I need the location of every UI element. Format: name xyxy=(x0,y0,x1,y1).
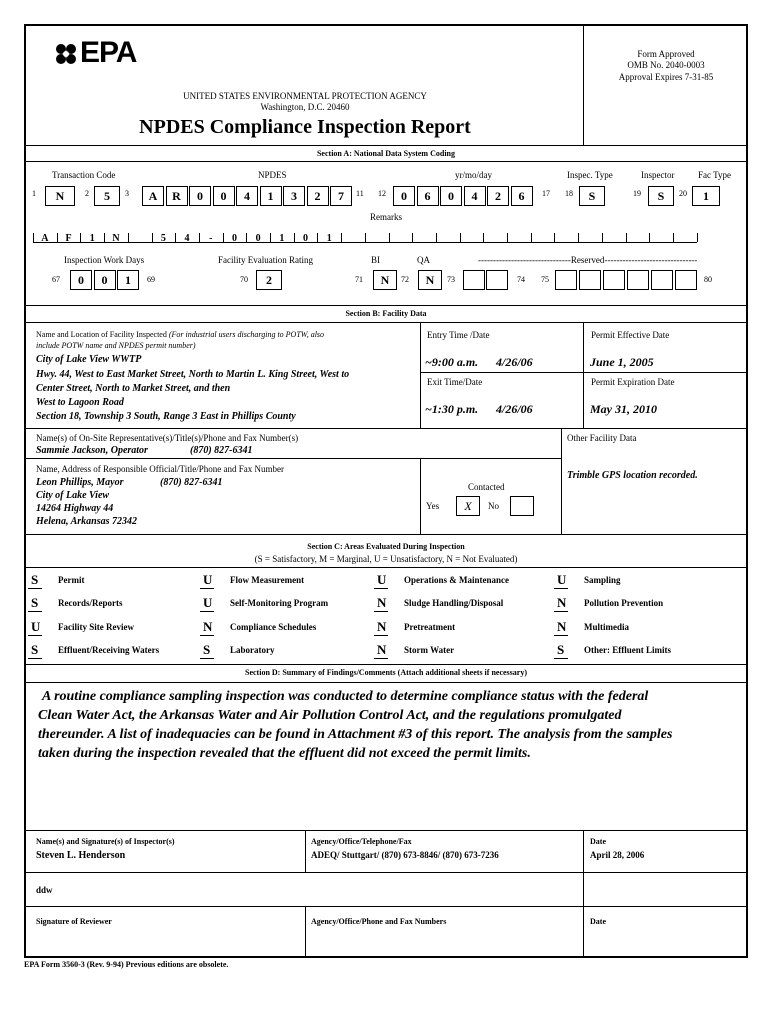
inspector-box[interactable]: S xyxy=(648,186,674,206)
permit-eff-label: Permit Effective Date xyxy=(591,330,670,340)
area-label: Storm Water xyxy=(404,645,455,655)
permit-exp-date: May 31, 2010 xyxy=(590,402,657,416)
contacted-yes-checkbox[interactable]: X xyxy=(456,496,480,516)
area-rating[interactable]: S xyxy=(31,572,39,587)
remarks-baseline xyxy=(33,242,697,243)
reserved-box[interactable] xyxy=(486,270,508,290)
col-num: 17 xyxy=(542,189,550,198)
npdes-digit-box[interactable]: A xyxy=(142,186,164,206)
resp-label: Name, Address of Responsible Official/Title/Phone and Fax Number xyxy=(36,464,284,474)
area-rating-underline xyxy=(200,611,214,612)
area-label: Pollution Prevention xyxy=(584,598,664,608)
area-rating[interactable]: U xyxy=(557,572,567,587)
area-rating-underline xyxy=(374,658,388,659)
resp-name: Leon Phillips, Mayor xyxy=(36,477,124,488)
remarks-tick xyxy=(531,233,532,242)
remarks-char: 0 xyxy=(255,233,261,244)
remarks-char: 1 xyxy=(326,233,332,244)
area-label: Operations & Maintenance xyxy=(404,575,509,585)
qa-label: QA xyxy=(417,255,430,265)
facility-location-2: Center Street, North to Market Street, and then xyxy=(36,383,231,394)
remarks-tick xyxy=(697,233,698,242)
bi-label: BI xyxy=(371,255,380,265)
col-num: 69 xyxy=(147,275,155,284)
area-rating-underline xyxy=(554,658,568,659)
resp-address-3: Helena, Arkansas 72342 xyxy=(36,516,138,527)
area-rating-underline xyxy=(554,588,568,589)
area-rating-underline xyxy=(554,611,568,612)
resp-phone: (870) 827-6341 xyxy=(160,477,223,488)
remarks-label: Remarks xyxy=(370,212,402,222)
remarks-char: 1 xyxy=(89,233,95,244)
remarks-tick xyxy=(365,233,366,242)
area-rating-underline xyxy=(374,588,388,589)
date-digit-box[interactable]: 2 xyxy=(487,186,509,206)
area-rating-underline xyxy=(374,635,388,636)
summary-line-4: taken during the inspection revealed that the effluent did not exceed the permit limits. xyxy=(38,746,531,761)
inspec-type-label: Inspec. Type xyxy=(567,170,613,180)
area-label: Effluent/Receiving Waters xyxy=(58,645,160,655)
area-label: Records/Reports xyxy=(58,598,123,608)
form-footer: EPA Form 3560-3 (Rev. 9-94) Previous editions are obsolete. xyxy=(24,960,229,969)
column2-box[interactable]: 5 xyxy=(94,186,120,206)
area-label: Multimedia xyxy=(584,622,629,632)
transaction-code-label: Transaction Code xyxy=(52,170,116,180)
permit-eff-date: June 1, 2005 xyxy=(590,355,654,369)
area-rating[interactable]: S xyxy=(31,642,39,657)
exit-date: 4/26/06 xyxy=(496,402,533,416)
facility-location-4: Section 18, Township 3 South, Range 3 East in Phillips County xyxy=(36,411,296,422)
facility-rating-box[interactable]: 2 xyxy=(256,270,282,290)
area-label: Permit xyxy=(58,575,85,585)
area-rating[interactable]: U xyxy=(203,595,213,610)
remarks-char: - xyxy=(209,233,213,244)
area-label: Sludge Handling/Disposal xyxy=(404,598,504,608)
inspec-type-box[interactable]: S xyxy=(579,186,605,206)
area-label: Other: Effluent Limits xyxy=(584,645,671,655)
reserved-box[interactable] xyxy=(651,270,673,290)
col-num: 74 xyxy=(517,275,525,284)
inspector-date: April 28, 2006 xyxy=(590,850,645,860)
entry-label: Entry Time /Date xyxy=(427,330,490,340)
date-digit-box[interactable]: 0 xyxy=(440,186,462,206)
inspector-sig-label: Name(s) and Signature(s) of Inspector(s) xyxy=(36,837,175,846)
epa-logo-text: EPA xyxy=(80,36,137,69)
work-days-box[interactable]: 1 xyxy=(117,270,139,290)
remarks-tick xyxy=(649,233,650,242)
fac-type-label: Fac Type xyxy=(698,170,731,180)
reviewer-date-label: Date xyxy=(590,917,606,926)
area-rating-underline xyxy=(28,588,42,589)
remarks-char: A xyxy=(41,233,49,244)
no-label: No xyxy=(488,501,499,511)
remarks-tick xyxy=(128,233,129,242)
page-title: NPDES Compliance Inspection Report xyxy=(139,116,471,138)
agency-city: Washington, D.C. 20460 xyxy=(260,102,350,112)
work-days-box[interactable]: 0 xyxy=(94,270,116,290)
col-num: 80 xyxy=(704,275,712,284)
resp-address-2: 14264 Highway 44 xyxy=(36,503,114,514)
area-rating[interactable]: N xyxy=(557,619,567,634)
work-days-label: Inspection Work Days xyxy=(64,255,145,265)
onsite-label: Name(s) of On-Site Representative(s)/Title(s)/Phone and Fax Number(s) xyxy=(36,433,299,443)
col-num: 75 xyxy=(541,275,549,284)
remarks-tick xyxy=(578,233,579,242)
col-num: 2 xyxy=(85,189,89,198)
col-num: 18 xyxy=(565,189,573,198)
name-location-label: Name and Location of Facility Inspected (For industrial users discharging to POTW, also xyxy=(36,330,325,339)
area-label: Flow Measurement xyxy=(230,575,305,585)
agency-name: UNITED STATES ENVIRONMENTAL PROTECTION AGENCY xyxy=(183,91,427,101)
entry-date: 4/26/06 xyxy=(496,355,533,369)
section-b-title: Section B: Facility Data xyxy=(345,309,427,318)
area-rating[interactable]: N xyxy=(377,595,387,610)
npdes-digit-box[interactable]: 4 xyxy=(236,186,258,206)
other-facility-value: Trimble GPS location recorded. xyxy=(567,470,698,481)
summary-line-1: A routine compliance sampling inspection was conducted to determine compliance status with the federal xyxy=(42,689,649,704)
omb-number: OMB No. 2040-0003 xyxy=(627,60,705,70)
work-days-box[interactable]: 0 xyxy=(70,270,92,290)
npdes-digit-box[interactable]: 7 xyxy=(330,186,352,206)
exit-time: ~1:30 p.m. xyxy=(425,402,479,416)
section-a-title: Section A: National Data System Coding xyxy=(316,149,455,158)
area-rating[interactable]: N xyxy=(377,642,387,657)
reserved-box[interactable] xyxy=(463,270,485,290)
col-num: 12 xyxy=(378,189,386,198)
area-rating[interactable]: N xyxy=(203,619,213,634)
area-label: Laboratory xyxy=(230,645,275,655)
reviewer-agency-label: Agency/Office/Phone and Fax Numbers xyxy=(311,917,447,926)
col-num: 73 xyxy=(447,275,455,284)
area-rating-underline xyxy=(200,658,214,659)
area-rating-underline xyxy=(28,635,42,636)
area-rating[interactable]: U xyxy=(377,572,387,587)
date-digit-box[interactable]: 0 xyxy=(393,186,415,206)
summary-line-3: thereunder. A list of inadequacies can be found in Attachment #3 of this report. The analysis from the samples xyxy=(38,727,673,742)
remarks-char: F xyxy=(65,233,72,244)
date-digit-box[interactable]: 6 xyxy=(417,186,439,206)
reserved-box[interactable] xyxy=(627,270,649,290)
area-label: Compliance Schedules xyxy=(230,622,317,632)
area-rating-underline xyxy=(374,611,388,612)
inspector-agency: ADEQ/ Stuttgart/ (870) 673-8846/ (870) 673-7236 xyxy=(311,850,499,860)
col-num: 71 xyxy=(355,275,363,284)
remarks-tick xyxy=(507,233,508,242)
summary-line-2: Clean Water Act, the Arkansas Water and Air Pollution Control Act, and the regulations promulgated xyxy=(38,708,622,723)
col-num: 1 xyxy=(32,189,36,198)
facility-rating-label: Facility Evaluation Rating xyxy=(218,255,313,265)
npdes-digit-box[interactable]: 3 xyxy=(283,186,305,206)
transaction-code-box[interactable]: N xyxy=(45,186,75,206)
remarks-char: 4 xyxy=(184,233,190,244)
section-c-legend: (S = Satisfactory, M = Marginal, U = Unsatisfactory, N = Not Evaluated) xyxy=(254,554,518,564)
inspector-date-label: Date xyxy=(590,837,606,846)
section-c-title: Section C: Areas Evaluated During Inspection xyxy=(307,542,465,551)
onsite-name: Sammie Jackson, Operator xyxy=(36,445,148,456)
col-num: 70 xyxy=(240,275,248,284)
contacted-label: Contacted xyxy=(468,482,505,492)
remarks-char: 0 xyxy=(303,233,309,244)
inspector-agency-label: Agency/Office/Telephone/Fax xyxy=(311,837,412,846)
other-facility-label: Other Facility Data xyxy=(567,433,637,443)
inspector-label: Inspector xyxy=(641,170,675,180)
reviewer-label: Signature of Reviewer xyxy=(36,917,112,926)
area-rating-underline xyxy=(200,635,214,636)
permit-exp-label: Permit Expiration Date xyxy=(591,377,675,387)
fac-type-box[interactable]: 1 xyxy=(692,186,720,206)
reserved-box[interactable] xyxy=(579,270,601,290)
approval-expires: Approval Expires 7-31-85 xyxy=(618,72,714,82)
col-num: 19 xyxy=(633,189,641,198)
remarks-tick xyxy=(483,233,484,242)
area-label: Self-Monitoring Program xyxy=(230,598,329,608)
area-rating-underline xyxy=(28,658,42,659)
epa-flower-icon xyxy=(52,40,80,68)
reserved-box[interactable] xyxy=(603,270,625,290)
remarks-char: 5 xyxy=(160,233,166,244)
area-rating[interactable]: S xyxy=(557,642,565,657)
remarks-tick xyxy=(412,233,413,242)
qa-box[interactable]: N xyxy=(418,270,442,290)
date-digit-box[interactable]: 6 xyxy=(511,186,533,206)
area-rating[interactable]: S xyxy=(203,642,211,657)
area-rating-underline xyxy=(28,611,42,612)
resp-address-1: City of Lake View xyxy=(36,490,110,501)
area-rating-underline xyxy=(554,635,568,636)
area-rating[interactable]: N xyxy=(557,595,567,610)
date-label: yr/mo/day xyxy=(455,170,492,180)
form-approved: Form Approved xyxy=(637,49,695,59)
onsite-phone: (870) 827-6341 xyxy=(190,445,253,456)
npdes-digit-box[interactable]: R xyxy=(166,186,188,206)
npdes-label: NPDES xyxy=(258,170,287,180)
form-frame xyxy=(24,24,748,958)
area-rating[interactable]: N xyxy=(377,619,387,634)
col-num: 20 xyxy=(679,189,687,198)
area-rating[interactable]: S xyxy=(31,595,39,610)
reserved-box[interactable] xyxy=(555,270,577,290)
facility-location-3: West to Lagoon Road xyxy=(36,397,124,408)
remarks-tick xyxy=(554,233,555,242)
remarks-tick xyxy=(389,233,390,242)
area-rating[interactable]: U xyxy=(31,619,41,634)
remarks-tick xyxy=(602,233,603,242)
npdes-digit-box[interactable]: 0 xyxy=(189,186,211,206)
date-digit-box[interactable]: 4 xyxy=(464,186,486,206)
remarks-tick xyxy=(436,233,437,242)
remarks-tick xyxy=(460,233,461,242)
remarks-char: 0 xyxy=(231,233,237,244)
npdes-digit-box[interactable]: 2 xyxy=(307,186,329,206)
npdes-digit-box[interactable]: 0 xyxy=(213,186,235,206)
remarks-char: 1 xyxy=(279,233,285,244)
facility-location-1: Hwy. 44, West to East Market Street, North to Martin L. King Street, West to xyxy=(36,369,350,380)
exit-label: Exit Time/Date xyxy=(427,377,483,387)
remarks-tick xyxy=(673,233,674,242)
initials: ddw xyxy=(36,885,53,895)
area-label: Pretreatment xyxy=(404,622,456,632)
facility-name: City of Lake View WWTP xyxy=(36,354,142,365)
col-num: 3 xyxy=(125,189,129,198)
npdes-digit-box[interactable]: 1 xyxy=(260,186,282,206)
reserved-label: -------------------------------Reserved------------------------------- xyxy=(478,255,698,265)
area-rating[interactable]: U xyxy=(203,572,213,587)
area-rating-underline xyxy=(200,588,214,589)
remarks-char: N xyxy=(112,233,120,244)
reserved-box[interactable] xyxy=(675,270,697,290)
epa-logo xyxy=(52,38,152,70)
col-num: 72 xyxy=(401,275,409,284)
area-label: Facility Site Review xyxy=(58,622,134,632)
section-d-title: Section D: Summary of Findings/Comments (Attach additional sheets if necessary) xyxy=(245,668,527,677)
remarks-tick xyxy=(626,233,627,242)
name-location-note: include POTW name and NPDES permit number) xyxy=(36,341,196,350)
inspector-name: Steven L. Henderson xyxy=(36,850,126,861)
col-num: 11 xyxy=(356,189,364,198)
remarks-tick xyxy=(341,233,342,242)
yes-label: Yes xyxy=(426,501,440,511)
col-num: 67 xyxy=(52,275,60,284)
contacted-no-checkbox[interactable] xyxy=(510,496,534,516)
entry-time: ~9:00 a.m. xyxy=(425,355,479,369)
bi-box[interactable]: N xyxy=(373,270,397,290)
area-label: Sampling xyxy=(584,575,621,585)
